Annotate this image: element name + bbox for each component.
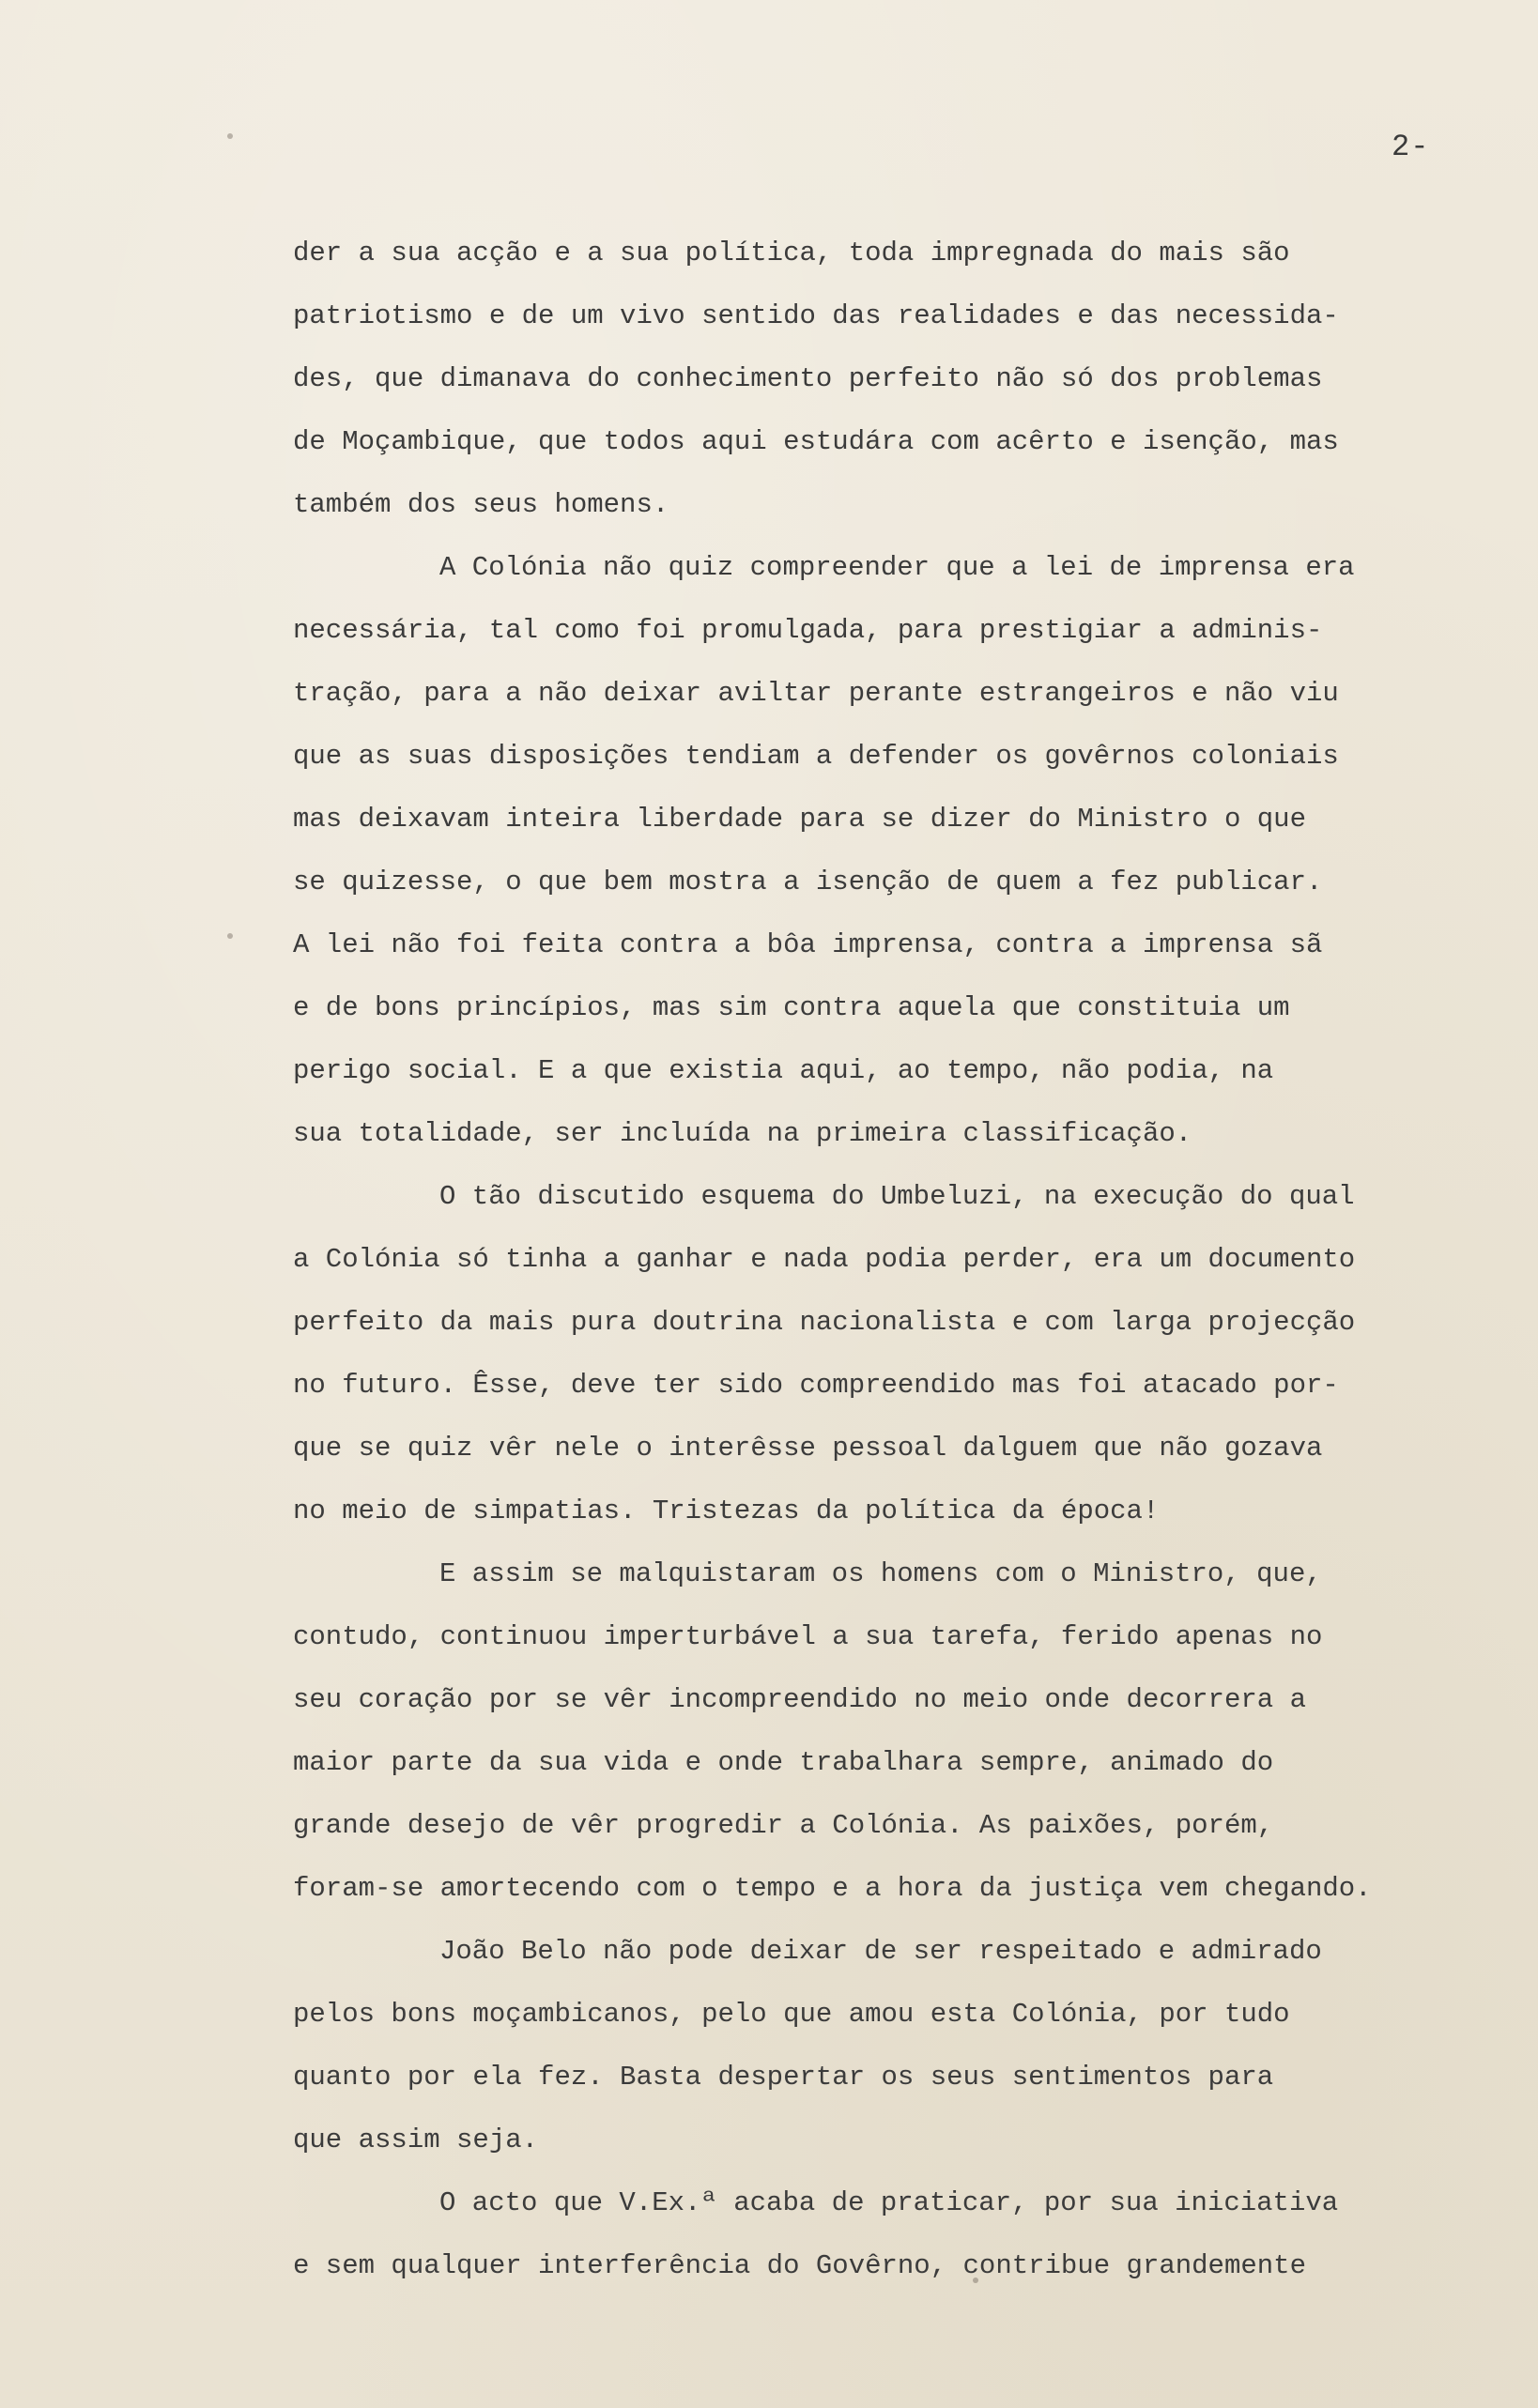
text-line: A lei não foi feita contra a bôa imprensa, contra a imprensa sã xyxy=(293,929,1323,960)
text-line: que as suas disposições tendiam a defender os govêrnos coloniais xyxy=(293,741,1339,772)
text-line: a Colónia só tinha a ganhar e nada podia perder, era um documento xyxy=(293,1244,1356,1275)
text-line: sua totalidade, ser incluída na primeira classificação. xyxy=(293,1118,1192,1149)
paragraph-start-line: A Colónia não quiz compreender que a lei de imprensa era xyxy=(439,552,1355,583)
paragraph-start-line: João Belo não pode deixar de ser respeitado e admirado xyxy=(439,1936,1322,1967)
paper-spot xyxy=(227,933,233,939)
text-line: foram-se amortecendo com o tempo e a hora da justiça vem chegando. xyxy=(293,1873,1372,1904)
text-line: no meio de simpatias. Tristezas da política da época! xyxy=(293,1495,1160,1526)
text-line: contudo, continuou imperturbável a sua tarefa, ferido apenas no xyxy=(293,1621,1323,1652)
text-line: e de bons princípios, mas sim contra aquela que constituia um xyxy=(293,992,1290,1023)
text-line: também dos seus homens. xyxy=(293,489,669,520)
text-line: quanto por ela fez. Basta despertar os seus sentimentos para xyxy=(293,2062,1274,2093)
text-line: necessária, tal como foi promulgada, para prestigiar a adminis- xyxy=(293,615,1323,646)
text-line: des, que dimanava do conhecimento perfeito não só dos problemas xyxy=(293,363,1323,394)
text-line: e sem qualquer interferência do Govêrno, contribue grandemente xyxy=(293,2250,1306,2281)
text-line: maior parte da sua vida e onde trabalhara sempre, animado do xyxy=(293,1747,1274,1778)
text-line: que assim seja. xyxy=(293,2124,539,2155)
paragraph-start-line: O acto que V.Ex.ª acaba de praticar, por sua iniciativa xyxy=(439,2187,1339,2218)
text-line: tração, para a não deixar aviltar perante estrangeiros e não viu xyxy=(293,678,1339,709)
text-line: grande desejo de vêr progredir a Colónia. As paixões, porém, xyxy=(293,1810,1274,1841)
text-line: no futuro. Êsse, deve ter sido compreendido mas foi atacado por- xyxy=(293,1370,1339,1401)
text-line: se quizesse, o que bem mostra a isenção de quem a fez publicar. xyxy=(293,867,1323,897)
text-line: pelos bons moçambicanos, pelo que amou esta Colónia, por tudo xyxy=(293,1999,1290,2030)
paper-spot xyxy=(973,2278,978,2283)
paper-spot xyxy=(227,133,233,139)
text-line: perigo social. E a que existia aqui, ao tempo, não podia, na xyxy=(293,1055,1274,1086)
paragraph-start-line: O tão discutido esquema do Umbeluzi, na execução do qual xyxy=(439,1181,1355,1212)
text-line: perfeito da mais pura doutrina nacionalista e com larga projecção xyxy=(293,1307,1356,1338)
text-line: que se quiz vêr nele o interêsse pessoal dalguem que não gozava xyxy=(293,1433,1323,1464)
text-line: mas deixavam inteira liberdade para se dizer do Ministro o que xyxy=(293,804,1306,835)
text-line: de Moçambique, que todos aqui estudára com acêrto e isenção, mas xyxy=(293,426,1339,457)
text-line: der a sua acção e a sua política, toda impregnada do mais são xyxy=(293,238,1290,268)
body-text xyxy=(293,222,1514,2297)
text-line: patriotismo e de um vivo sentido das realidades e das necessida- xyxy=(293,300,1339,331)
text-line: seu coração por se vêr incompreendido no meio onde decorrera a xyxy=(293,1684,1306,1715)
paragraph-start-line: E assim se malquistaram os homens com o Ministro, que, xyxy=(439,1558,1322,1589)
page-number: 2- xyxy=(1392,130,1430,164)
